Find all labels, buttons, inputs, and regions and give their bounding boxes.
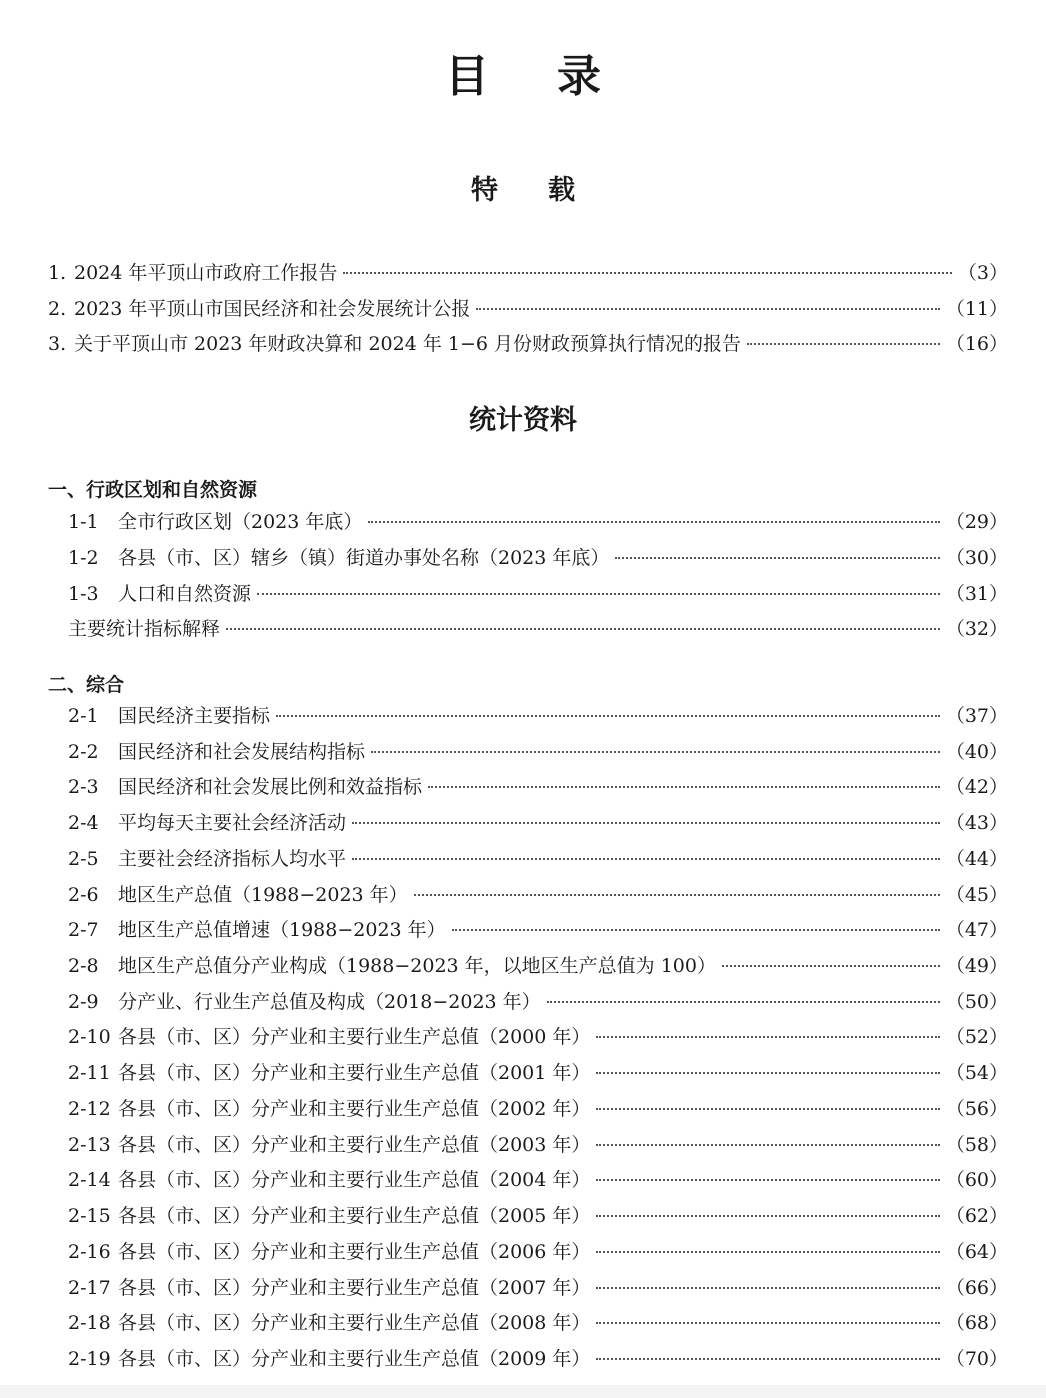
entry-page: （54） <box>945 1062 1008 1084</box>
toc-entry[interactable] <box>68 1203 1008 1229</box>
entry-number: 2-7 <box>68 919 99 941</box>
entry-number: 2-18 <box>68 1312 111 1334</box>
dot-leader <box>596 1072 939 1074</box>
entry-number: 2-11 <box>68 1062 111 1084</box>
toc-entry[interactable] <box>68 1060 1008 1086</box>
section-heading-char: 特 <box>471 175 498 206</box>
entry-title: 主要统计指标解释 <box>68 618 221 640</box>
entry-number: 2. <box>48 298 67 320</box>
entry-title: 平均每天主要社会经济活动 <box>118 812 347 834</box>
entry-page: （70） <box>945 1348 1008 1370</box>
entry-number: 2-15 <box>68 1205 111 1227</box>
entry-number: 2-12 <box>68 1098 111 1120</box>
section-heading-stats: 统计资料 <box>469 405 577 436</box>
entry-title: 主要社会经济指标人均水平 <box>118 848 347 870</box>
toc-entry[interactable] <box>68 989 1008 1015</box>
entry-page: （66） <box>945 1277 1008 1299</box>
entry-page: （52） <box>945 1026 1008 1048</box>
entry-number: 2-1 <box>68 705 99 727</box>
dot-leader <box>596 1287 939 1289</box>
toc-entry[interactable] <box>68 774 1008 800</box>
entry-page: （3） <box>957 262 1008 284</box>
entry-title: 各县（市、区）分产业和主要行业生产总值（2007 年） <box>118 1277 591 1299</box>
toc-entry[interactable] <box>68 703 1008 729</box>
entry-title: 各县（市、区）分产业和主要行业生产总值（2005 年） <box>118 1205 591 1227</box>
toc-entry[interactable] <box>68 953 1008 979</box>
toc-entry[interactable] <box>68 1239 1008 1265</box>
entry-page: （58） <box>945 1134 1008 1156</box>
entry-page: （29） <box>945 511 1008 533</box>
entry-title: 地区生产总值增速（1988−2023 年） <box>118 919 446 941</box>
entry-page: （49） <box>945 955 1008 977</box>
entry-page: （11） <box>945 298 1008 320</box>
toc-entry[interactable] <box>68 581 1008 607</box>
entry-page: （47） <box>945 919 1008 941</box>
entry-page: （37） <box>945 705 1008 727</box>
toc-entry[interactable] <box>68 545 1008 571</box>
entry-number: 2-5 <box>68 848 99 870</box>
entry-number: 2-10 <box>68 1026 111 1048</box>
entry-title: 各县（市、区）分产业和主要行业生产总值（2009 年） <box>118 1348 591 1370</box>
dot-leader <box>428 786 940 788</box>
entry-number: 2-3 <box>68 776 99 798</box>
entry-title: 各县（市、区）分产业和主要行业生产总值（2003 年） <box>118 1134 591 1156</box>
entry-page: （60） <box>945 1169 1008 1191</box>
entry-title: 全市行政区划（2023 年底） <box>118 511 363 533</box>
entry-number: 1-3 <box>68 583 99 605</box>
dot-leader <box>547 1001 940 1003</box>
entry-title: 各县（市、区）分产业和主要行业生产总值（2001 年） <box>118 1062 591 1084</box>
entry-title: 国民经济和社会发展比例和效益指标 <box>118 776 423 798</box>
section-heading-special <box>0 168 1046 207</box>
dot-leader <box>596 1108 939 1110</box>
toc-entry[interactable] <box>68 917 1008 943</box>
toc-entry[interactable] <box>48 260 1008 286</box>
page-title-char: 录 <box>557 51 601 102</box>
entry-title: 各县（市、区）分产业和主要行业生产总值（2006 年） <box>118 1241 591 1263</box>
dot-leader <box>371 751 940 753</box>
entry-page: （40） <box>945 741 1008 763</box>
entry-title: 地区生产总值（1988−2023 年） <box>118 884 408 906</box>
entry-title: 2024 年平顶山市政府工作报告 <box>74 262 338 284</box>
dot-leader <box>596 1036 939 1038</box>
toc-entry[interactable] <box>68 810 1008 836</box>
section-heading-char: 载 <box>548 175 575 206</box>
dot-leader <box>343 272 952 274</box>
toc-entry[interactable] <box>68 1346 1008 1372</box>
dot-leader <box>368 521 939 523</box>
entry-title: 关于平顶山市 2023 年财政决算和 2024 年 1−6 月份财政预算执行情况的报告 <box>74 333 742 355</box>
entry-page: （43） <box>945 812 1008 834</box>
entry-title: 各县（市、区）分产业和主要行业生产总值（2008 年） <box>118 1312 591 1334</box>
dot-leader <box>615 557 939 559</box>
dot-leader <box>257 593 940 595</box>
entry-title: 2023 年平顶山市国民经济和社会发展统计公报 <box>74 298 471 320</box>
entry-title: 国民经济和社会发展结构指标 <box>118 741 366 763</box>
dot-leader <box>352 822 940 824</box>
dot-leader <box>722 965 940 967</box>
entry-number: 2-17 <box>68 1277 111 1299</box>
page-title-char: 目 <box>445 51 489 102</box>
entry-page: （42） <box>945 776 1008 798</box>
dot-leader <box>596 1215 939 1217</box>
dot-leader <box>476 308 939 310</box>
entry-title: 各县（市、区）分产业和主要行业生产总值（2004 年） <box>118 1169 591 1191</box>
toc-entry[interactable] <box>48 296 1008 322</box>
entry-page: （45） <box>945 884 1008 906</box>
entry-number: 1. <box>48 262 67 284</box>
toc-entry[interactable] <box>68 509 1008 535</box>
dot-leader <box>452 929 940 931</box>
toc-entry[interactable] <box>68 616 1008 642</box>
dot-leader <box>596 1144 939 1146</box>
dot-leader <box>747 343 940 345</box>
toc-entry[interactable] <box>68 739 1008 765</box>
toc-entry[interactable] <box>68 1167 1008 1193</box>
dot-leader <box>596 1179 939 1181</box>
entry-page: （44） <box>945 848 1008 870</box>
entry-page: （30） <box>945 547 1008 569</box>
entry-page: （56） <box>945 1098 1008 1120</box>
toc-entry[interactable] <box>68 846 1008 872</box>
dot-leader <box>596 1358 939 1360</box>
entry-number: 2-8 <box>68 955 99 977</box>
group-title: 一、行政区划和自然资源 <box>48 479 258 501</box>
dot-leader <box>276 715 940 717</box>
dot-leader <box>596 1251 939 1253</box>
toc-entry[interactable] <box>48 331 1008 357</box>
toc-entry[interactable] <box>68 1024 1008 1050</box>
entry-number: 3. <box>48 333 67 355</box>
entry-number: 2-2 <box>68 741 99 763</box>
toc-entry[interactable] <box>68 1096 1008 1122</box>
toc-entry[interactable] <box>68 1275 1008 1301</box>
toc-entry[interactable] <box>68 1310 1008 1336</box>
toc-entry[interactable] <box>68 882 1008 908</box>
page-edge <box>0 1385 1046 1398</box>
entry-number: 2-13 <box>68 1134 111 1156</box>
entry-page: （50） <box>945 991 1008 1013</box>
entry-number: 2-4 <box>68 812 99 834</box>
entry-title: 国民经济主要指标 <box>118 705 271 727</box>
entry-number: 1-1 <box>68 511 99 533</box>
entry-number: 1-2 <box>68 547 99 569</box>
entry-page: （64） <box>945 1241 1008 1263</box>
entry-page: （31） <box>945 583 1008 605</box>
entry-title: 分产业、行业生产总值及构成（2018−2023 年） <box>118 991 541 1013</box>
entry-number: 2-14 <box>68 1169 111 1191</box>
entry-page: （32） <box>945 618 1008 640</box>
entry-title: 各县（市、区）分产业和主要行业生产总值（2002 年） <box>118 1098 591 1120</box>
entry-title: 人口和自然资源 <box>118 583 252 605</box>
toc-entry[interactable] <box>68 1132 1008 1158</box>
entry-number: 2-9 <box>68 991 99 1013</box>
dot-leader <box>352 858 940 860</box>
entry-title: 各县（市、区）辖乡（镇）街道办事处名称（2023 年底） <box>118 547 610 569</box>
entry-page: （16） <box>945 333 1008 355</box>
dot-leader <box>226 628 940 630</box>
entry-page: （62） <box>945 1205 1008 1227</box>
entry-number: 2-6 <box>68 884 99 906</box>
entry-title: 地区生产总值分产业构成（1988−2023 年，以地区生产总值为 100） <box>118 955 716 977</box>
dot-leader <box>414 894 940 896</box>
entry-number: 2-19 <box>68 1348 111 1370</box>
dot-leader <box>596 1322 939 1324</box>
entry-title: 各县（市、区）分产业和主要行业生产总值（2000 年） <box>118 1026 591 1048</box>
group-title: 二、综合 <box>48 674 125 696</box>
entry-number: 2-16 <box>68 1241 111 1263</box>
entry-page: （68） <box>945 1312 1008 1334</box>
page-title <box>0 40 1046 104</box>
